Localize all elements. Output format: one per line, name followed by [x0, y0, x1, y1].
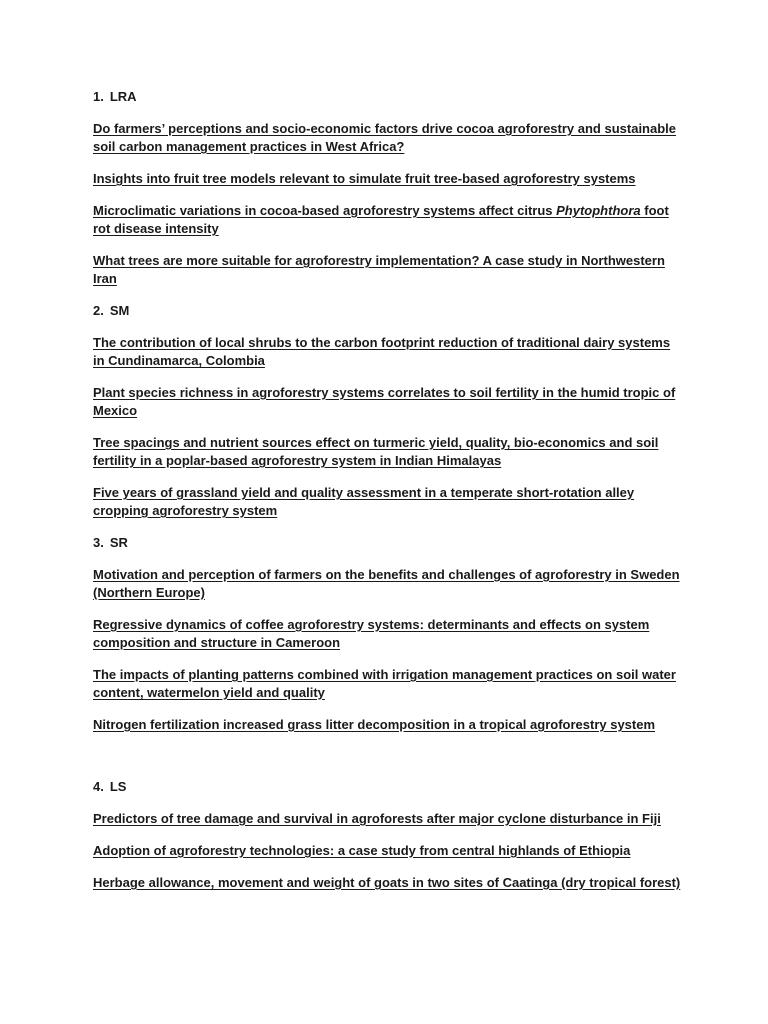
section-sm [93, 302, 683, 520]
section-code: SR [109, 535, 128, 550]
section-number: 2. [93, 303, 104, 318]
document-content [93, 88, 683, 906]
section-sr [93, 534, 683, 734]
section-heading [93, 534, 683, 552]
paper-title-link[interactable]: Adoption of agroforestry technologies: a case study from central highlands of Ethiopia [93, 843, 631, 858]
species-name-italic: Phytophthora [556, 203, 641, 218]
paper-title-link[interactable]: What trees are more suitable for agroforestry implementation? A case study in Northwestern Iran [93, 253, 665, 286]
section-number: 1. [93, 89, 104, 104]
section-heading [93, 88, 683, 106]
paper-title-link[interactable]: Insights into fruit tree models relevant to simulate fruit tree-based agroforestry systems [93, 171, 636, 186]
section-code: LS [109, 779, 127, 794]
paper-title-link[interactable]: Five years of grassland yield and quality assessment in a temperate short-rotation alley cropping agroforestry system [93, 485, 635, 518]
section-ls [93, 778, 683, 892]
paper-title-link[interactable] [93, 202, 683, 238]
section-heading [93, 778, 683, 796]
section-code: SM [109, 303, 130, 318]
paper-title-link[interactable]: Do farmers’ perceptions and socio-economic factors drive cocoa agroforestry and sustainable soil carbon management practices in West Africa? [93, 121, 677, 154]
section-heading [93, 302, 683, 320]
section-lra [93, 88, 683, 288]
paper-title-part: Microclimatic variations in cocoa-based agroforestry systems affect citrus [93, 203, 557, 218]
paper-title-link[interactable]: Herbage allowance, movement and weight of goats in two sites of Caatinga (dry tropical forest) [93, 875, 681, 890]
section-number: 4. [93, 779, 104, 794]
paper-title-link[interactable]: Predictors of tree damage and survival in agroforests after major cyclone disturbance in Fiji [93, 811, 661, 826]
paper-title-link[interactable]: The contribution of local shrubs to the carbon footprint reduction of traditional dairy systems in Cundinamarca, Colombia [93, 335, 671, 368]
paper-title-part: foot rot disease intensity [93, 203, 669, 236]
blank-line [93, 748, 683, 778]
paper-title-link[interactable]: Nitrogen fertilization increased grass litter decomposition in a tropical agroforestry system [93, 717, 656, 732]
paper-title-link[interactable]: Motivation and perception of farmers on the benefits and challenges of agroforestry in Sweden (Northern Europe) [93, 567, 680, 600]
section-code: LRA [109, 89, 137, 104]
paper-title-link[interactable]: Plant species richness in agroforestry systems correlates to soil fertility in the humid tropic of Mexico [93, 385, 676, 418]
paper-title-link[interactable]: Tree spacings and nutrient sources effect on turmeric yield, quality, bio-economics and soil fertility in a poplar-based agroforestry system in Indian Himalayas [93, 435, 659, 468]
section-number: 3. [93, 535, 104, 550]
paper-title-link[interactable]: Regressive dynamics of coffee agroforestry systems: determinants and effects on system composition and structure in Cameroon [93, 617, 650, 650]
paper-title-link[interactable]: The impacts of planting patterns combined with irrigation management practices on soil water content, watermelon yield and quality [93, 667, 676, 700]
